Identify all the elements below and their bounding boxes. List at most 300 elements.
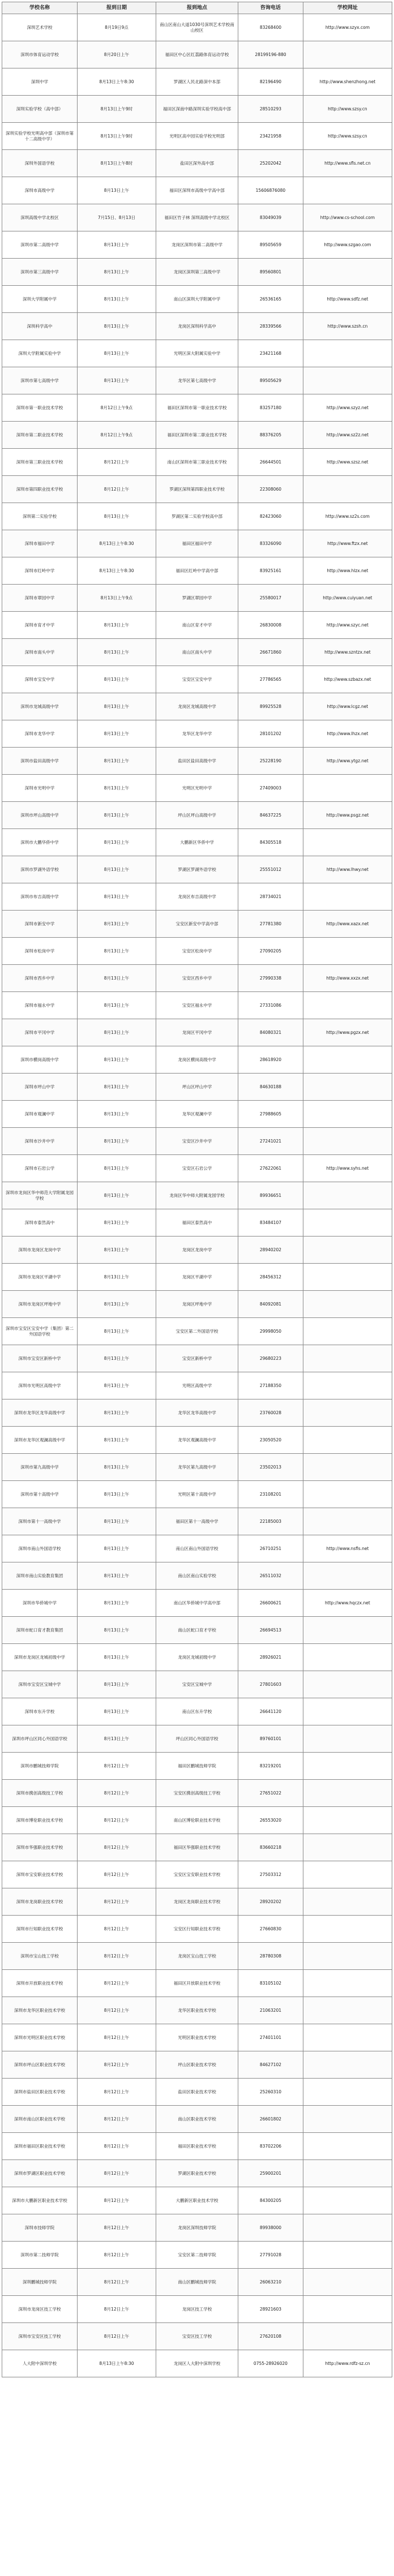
report-address-cell: 坪山区职业技术学校 — [156, 2051, 238, 2079]
phone-cell: 27331086 — [238, 992, 303, 1019]
table-row — [2, 1155, 392, 1182]
table-row — [2, 2242, 392, 2269]
school-name-cell: 深圳市福田中学 — [2, 530, 78, 557]
school-name-cell: 人大附中深圳学校 — [2, 2350, 78, 2377]
school-name-cell: 深圳市新安中学 — [2, 911, 78, 938]
report-date-cell: 8月12日上午 — [77, 2051, 156, 2079]
report-address-cell: 龙岗区平湖中学 — [156, 1264, 238, 1291]
report-date-cell: 8月19日9点 — [77, 14, 156, 41]
school-name-cell: 深圳市布吉高级中学 — [2, 883, 78, 911]
report-date-cell: 8月12日上午 — [77, 1916, 156, 1943]
report-date-cell: 8月13日上午9点 — [77, 585, 156, 612]
website-cell[interactable]: http://www.szyx.com — [303, 14, 392, 41]
website-cell — [303, 1562, 392, 1590]
website-cell — [303, 2160, 392, 2187]
report-date-cell: 8月12日上午9点 — [77, 394, 156, 422]
website-cell — [303, 1128, 392, 1155]
website-cell[interactable]: http://www.sdfz.net — [303, 286, 392, 313]
website-cell[interactable]: http://www.szyc.net — [303, 612, 392, 639]
table-row — [2, 2024, 392, 2051]
school-name-cell: 深圳市龙岗区平湖中学 — [2, 1264, 78, 1291]
report-address-cell: 宝安区西乡中学 — [156, 965, 238, 992]
school-name-cell: 深圳市技师学院 — [2, 2214, 78, 2242]
website-cell — [303, 340, 392, 367]
table-row — [2, 2133, 392, 2160]
table-row — [2, 1182, 392, 1209]
website-cell[interactable]: http://www.szsy.cn — [303, 123, 392, 150]
table-row — [2, 286, 392, 313]
report-address-cell: 福田区深圳市第一职业技术学校 — [156, 394, 238, 422]
website-cell[interactable]: http://www.syhs.net — [303, 1155, 392, 1182]
table-row — [2, 1237, 392, 1264]
table-row — [2, 2296, 392, 2323]
website-cell[interactable]: http://www.cuiyuan.net — [303, 585, 392, 612]
website-cell — [303, 2214, 392, 2242]
website-cell[interactable]: http://www.pgzx.net — [303, 1019, 392, 1046]
report-date-cell: 8月13日上午 — [77, 639, 156, 666]
phone-cell: 27620108 — [238, 2323, 303, 2350]
report-address-cell: 宝安区石岩公学 — [156, 1155, 238, 1182]
website-cell — [303, 2133, 392, 2160]
phone-cell: 83268400 — [238, 14, 303, 41]
phone-cell: 27988605 — [238, 1101, 303, 1128]
school-name-cell: 深圳市宝山技工学校 — [2, 1943, 78, 1970]
school-name-cell: 深圳市第二技师学院 — [2, 2242, 78, 2269]
website-cell — [303, 1617, 392, 1644]
phone-cell: 83326090 — [238, 530, 303, 557]
website-cell — [303, 1264, 392, 1291]
phone-cell: 83660218 — [238, 1834, 303, 1861]
table-row — [2, 775, 392, 802]
table-row — [2, 1074, 392, 1101]
table-row — [2, 2214, 392, 2242]
report-address-cell: 龙岗区龙岗中学 — [156, 1237, 238, 1264]
report-date-cell: 8月13日上午 — [77, 1101, 156, 1128]
report-date-cell: 8月13日上午 — [77, 231, 156, 259]
school-name-cell: 深圳市南山外国语学校 — [2, 1535, 78, 1562]
report-date-cell: 8月13日上午 — [77, 1128, 156, 1155]
website-cell — [303, 259, 392, 286]
website-cell — [303, 2187, 392, 2214]
phone-cell: 83257180 — [238, 394, 303, 422]
school-name-cell: 深圳市龙岗区龙城初级中学 — [2, 1644, 78, 1671]
phone-cell: 89925528 — [238, 693, 303, 720]
report-date-cell: 8月13日上午 — [77, 1481, 156, 1508]
table-row — [2, 123, 392, 150]
report-address-cell: 南山区育才中学 — [156, 612, 238, 639]
report-date-cell: 8月13日上午 — [77, 367, 156, 394]
website-cell[interactable]: http://www.szsy.cn — [303, 96, 392, 123]
table-row — [2, 2187, 392, 2214]
report-address-cell: 龙岗区技工学校 — [156, 2296, 238, 2323]
phone-cell: 28921603 — [238, 2296, 303, 2323]
school-name-cell: 深圳市龙岗区华中师范大学附属龙园学校 — [2, 1182, 78, 1209]
report-address-cell: 福田区竹子林 深圳高级中学北校区 — [156, 204, 238, 231]
report-address-cell: 坪山区坪山高级中学 — [156, 802, 238, 829]
report-address-cell: 光明区高中园实验学校光明部 — [156, 123, 238, 150]
website-cell — [303, 2051, 392, 2079]
website-cell[interactable]: http://www.lhwy.net — [303, 856, 392, 883]
report-address-cell: 福田区鹏城技师学院 — [156, 1753, 238, 1780]
phone-cell: 89560801 — [238, 259, 303, 286]
report-date-cell: 8月12日上午 — [77, 2323, 156, 2350]
website-cell — [303, 2079, 392, 2106]
phone-cell: 84630188 — [238, 1074, 303, 1101]
table-row — [2, 1291, 392, 1318]
report-address-cell: 宝安区福永中学 — [156, 992, 238, 1019]
table-row — [2, 1535, 392, 1562]
report-address-cell: 龙华区观澜高级中学 — [156, 1427, 238, 1454]
website-cell[interactable]: http://www.hlzx.net — [303, 557, 392, 585]
school-name-cell: 深圳市第一职业技术学校 — [2, 394, 78, 422]
report-date-cell: 8月13日上午 — [77, 1399, 156, 1427]
report-date-cell: 8月13日上午 — [77, 313, 156, 340]
report-address-cell: 罗湖区罗湖外语学校 — [156, 856, 238, 883]
table-row — [2, 639, 392, 666]
report-date-cell: 8月12日上午 — [77, 2296, 156, 2323]
report-address-cell: 宝安区新安中学高中部 — [156, 911, 238, 938]
phone-cell: 26710251 — [238, 1535, 303, 1562]
school-name-cell: 深圳市龙岗区坪地中学 — [2, 1291, 78, 1318]
school-name-cell: 深圳市博伦职业技术学校 — [2, 1807, 78, 1834]
phone-cell: 26671860 — [238, 639, 303, 666]
table-row — [2, 68, 392, 96]
header-date: 报到日期 — [77, 2, 156, 14]
phone-cell: 25900201 — [238, 2160, 303, 2187]
phone-cell: 25228190 — [238, 748, 303, 775]
website-cell — [303, 1780, 392, 1807]
table-row — [2, 2269, 392, 2296]
phone-cell: 28456312 — [238, 1264, 303, 1291]
table-row — [2, 1916, 392, 1943]
report-date-cell: 8月13日上午 — [77, 1209, 156, 1237]
table-row — [2, 965, 392, 992]
report-date-cell: 8月13日上午8:30 — [77, 68, 156, 96]
school-name-cell: 深圳市第三职业技术学校 — [2, 449, 78, 476]
phone-cell: 27660830 — [238, 1916, 303, 1943]
report-address-cell: 光明区高级中学 — [156, 1372, 238, 1399]
report-address-cell: 宝安区松岗中学 — [156, 938, 238, 965]
phone-cell: 27990338 — [238, 965, 303, 992]
report-address-cell: 龙岗区龙城高级中学 — [156, 693, 238, 720]
phone-cell: 27801603 — [238, 1671, 303, 1698]
website-cell[interactable]: http://www.szyz.net — [303, 394, 392, 422]
report-date-cell: 8月13日上午 — [77, 1318, 156, 1345]
report-date-cell: 8月12日上午 — [77, 2242, 156, 2269]
table-row — [2, 1264, 392, 1291]
table-row — [2, 1128, 392, 1155]
report-address-cell: 光明区深大附属实验中学 — [156, 340, 238, 367]
report-date-cell: 7月15日、8月13日 — [77, 204, 156, 231]
report-address-cell: 龙岗区深圳第三高级中学 — [156, 259, 238, 286]
report-address-cell: 宝安区行知职业技术学校 — [156, 1916, 238, 1943]
report-address-cell: 龙华区第七高级中学 — [156, 367, 238, 394]
report-date-cell: 8月13日上午 — [77, 1671, 156, 1698]
website-cell — [303, 1916, 392, 1943]
website-cell — [303, 1427, 392, 1454]
website-cell — [303, 1508, 392, 1535]
report-address-cell: 宝安区宝安中学 — [156, 666, 238, 693]
table-row — [2, 1834, 392, 1861]
phone-cell: 89936651 — [238, 1182, 303, 1209]
phone-cell: 84300205 — [238, 2187, 303, 2214]
phone-cell: 26511032 — [238, 1562, 303, 1590]
phone-cell: 27401101 — [238, 2024, 303, 2051]
school-name-cell: 深圳实验学校（高中部） — [2, 96, 78, 123]
school-name-cell: 深圳市坪山区同心外国语学校 — [2, 1725, 78, 1753]
website-cell[interactable]: http://www.szntzx.net — [303, 639, 392, 666]
table-row — [2, 992, 392, 1019]
report-address-cell: 大鹏新区华侨中学 — [156, 829, 238, 856]
report-date-cell: 8月13日上午 — [77, 829, 156, 856]
website-cell[interactable]: http://www.rdfz-sz.cn — [303, 2350, 392, 2377]
website-cell[interactable]: http://www.sz2s.com — [303, 503, 392, 530]
school-name-cell: 深圳市福永中学 — [2, 992, 78, 1019]
table-row — [2, 1101, 392, 1128]
website-cell[interactable]: http://www.ftzx.net — [303, 530, 392, 557]
school-name-cell: 深圳市南山区职业技术学校 — [2, 2106, 78, 2133]
report-address-cell: 罗湖区职业技术学校 — [156, 2160, 238, 2187]
school-name-cell: 深圳市横岗高级中学 — [2, 1046, 78, 1074]
report-address-cell: 福田区华强职业技术学校 — [156, 1834, 238, 1861]
website-cell — [303, 2269, 392, 2296]
website-cell[interactable]: http://www.xxzx.net — [303, 965, 392, 992]
table-row — [2, 367, 392, 394]
school-name-cell: 深圳市蛇口育才教育集团 — [2, 1617, 78, 1644]
report-date-cell: 8月12日上午 — [77, 449, 156, 476]
website-cell — [303, 1291, 392, 1318]
report-address-cell: 南山区南山实验学校 — [156, 1562, 238, 1590]
report-address-cell: 龙华区职业技术学校 — [156, 1997, 238, 2024]
table-row — [2, 14, 392, 41]
website-cell[interactable]: http://www.sfls.net.cn — [303, 150, 392, 177]
table-row — [2, 476, 392, 503]
table-row — [2, 1209, 392, 1237]
header-school: 学校名称 — [2, 2, 78, 14]
table-row — [2, 1562, 392, 1590]
report-date-cell: 8月13日上午 — [77, 938, 156, 965]
report-date-cell: 8月13日上午 — [77, 1617, 156, 1644]
phone-cell: 84092081 — [238, 1291, 303, 1318]
table-row — [2, 666, 392, 693]
table-row — [2, 1454, 392, 1481]
table-row — [2, 1671, 392, 1698]
report-date-cell: 8月13日上午 — [77, 720, 156, 748]
report-address-cell: 南山区鹏城技师学院 — [156, 2269, 238, 2296]
phone-cell: 82423060 — [238, 503, 303, 530]
table-row — [2, 1725, 392, 1753]
table-row — [2, 1753, 392, 1780]
report-address-cell: 南山区南山大道1030号深圳艺术学校南山校区 — [156, 14, 238, 41]
school-name-cell: 深圳市第二高级中学 — [2, 231, 78, 259]
table-row — [2, 1861, 392, 1888]
table-row — [2, 1780, 392, 1807]
report-address-cell: 大鹏新区职业技术学校 — [156, 2187, 238, 2214]
table-row — [2, 585, 392, 612]
report-address-cell: 福田区深南中路深圳实验学校高中部 — [156, 96, 238, 123]
report-date-cell: 8月12日上午 — [77, 1997, 156, 2024]
report-address-cell: 龙华区龙华高级中学 — [156, 1399, 238, 1427]
phone-cell: 28510293 — [238, 96, 303, 123]
table-row — [2, 150, 392, 177]
header-website: 学校网址 — [303, 2, 392, 14]
report-address-cell: 宝安区携创高级技工学校 — [156, 1780, 238, 1807]
table-row — [2, 422, 392, 449]
phone-cell: 83049039 — [238, 204, 303, 231]
website-cell — [303, 1725, 392, 1753]
table-row — [2, 2350, 392, 2377]
phone-cell: 23050520 — [238, 1427, 303, 1454]
school-name-cell: 深圳高级中学北校区 — [2, 204, 78, 231]
school-name-cell: 深圳市罗湖区职业技术学校 — [2, 2160, 78, 2187]
phone-cell: 29998050 — [238, 1318, 303, 1345]
school-name-cell: 深圳市光明区高级中学 — [2, 1372, 78, 1399]
table-row — [2, 340, 392, 367]
report-date-cell: 8月13日上午 — [77, 1019, 156, 1046]
phone-cell: 25260310 — [238, 2079, 303, 2106]
report-date-cell: 8月13日上午 — [77, 1237, 156, 1264]
school-name-cell: 深圳中学 — [2, 68, 78, 96]
website-cell[interactable]: http://www.lhzx.net — [303, 720, 392, 748]
website-cell[interactable]: http://www.nsfls.net — [303, 1535, 392, 1562]
phone-cell: 84637225 — [238, 802, 303, 829]
school-name-cell: 深圳市第七高级中学 — [2, 367, 78, 394]
report-address-cell: 罗湖区深圳第四职业技术学校 — [156, 476, 238, 503]
phone-cell: 27786565 — [238, 666, 303, 693]
website-cell[interactable]: http://www.szsh.cn — [303, 313, 392, 340]
school-name-cell: 深圳市宝安区新桥中学 — [2, 1345, 78, 1372]
report-address-cell: 盐田区职业技术学校 — [156, 2079, 238, 2106]
report-date-cell: 8月12日上午 — [77, 1807, 156, 1834]
website-cell[interactable]: http://www.hqczx.net — [303, 1590, 392, 1617]
report-date-cell: 8月12日上午 — [77, 1943, 156, 1970]
report-address-cell: 罗湖区翠园中学 — [156, 585, 238, 612]
table-row — [2, 911, 392, 938]
school-name-cell: 深圳市龙华区职业技术学校 — [2, 1997, 78, 2024]
report-date-cell: 8月12日上午 — [77, 2214, 156, 2242]
phone-cell: 89938000 — [238, 2214, 303, 2242]
report-date-cell: 8月13日上午 — [77, 1535, 156, 1562]
table-row — [2, 1508, 392, 1535]
report-date-cell: 8月13日上午 — [77, 693, 156, 720]
website-cell[interactable]: http://www.xazx.net — [303, 911, 392, 938]
report-address-cell: 南山区南山外国语学校 — [156, 1535, 238, 1562]
table-row — [2, 1399, 392, 1427]
phone-cell: 26063210 — [238, 2269, 303, 2296]
table-row — [2, 612, 392, 639]
school-name-cell: 深圳市松岗中学 — [2, 938, 78, 965]
report-date-cell: 8月12日上午 — [77, 1753, 156, 1780]
school-name-cell: 深圳市光明区职业技术学校 — [2, 2024, 78, 2051]
report-address-cell: 龙岗区平冈中学 — [156, 1019, 238, 1046]
report-date-cell: 8月13日上午 — [77, 1644, 156, 1671]
report-address-cell: 光明区光明中学 — [156, 775, 238, 802]
report-date-cell: 8月12日上午 — [77, 1780, 156, 1807]
phone-cell: 25202042 — [238, 150, 303, 177]
report-date-cell: 8月12日上午 — [77, 2269, 156, 2296]
report-address-cell: 龙华区观澜中学 — [156, 1101, 238, 1128]
phone-cell: 25580017 — [238, 585, 303, 612]
school-name-cell: 深圳市第十高级中学 — [2, 1481, 78, 1508]
table-row — [2, 2160, 392, 2187]
phone-cell: 27090205 — [238, 938, 303, 965]
website-cell[interactable]: http://www.psgz.net — [303, 802, 392, 829]
report-address-cell: 盐田区深外高中部 — [156, 150, 238, 177]
report-date-cell: 8月13日上午 — [77, 666, 156, 693]
school-name-cell: 深圳市华强职业技术学校 — [2, 1834, 78, 1861]
school-name-cell: 深圳市行知职业技术学校 — [2, 1916, 78, 1943]
table-row — [2, 557, 392, 585]
report-address-cell: 福田区开放职业技术学校 — [156, 1970, 238, 1997]
phone-cell: 89505659 — [238, 231, 303, 259]
header-phone: 咨询电话 — [238, 2, 303, 14]
table-row — [2, 2079, 392, 2106]
phone-cell: 0755-28926020 — [238, 2350, 303, 2377]
report-date-cell: 8月13日上午 — [77, 856, 156, 883]
report-date-cell: 8月13日上午 — [77, 1046, 156, 1074]
website-cell — [303, 883, 392, 911]
website-cell[interactable]: http://www.lcgz.net — [303, 693, 392, 720]
website-cell[interactable]: http://www.szsz.net — [303, 449, 392, 476]
phone-cell: 89760101 — [238, 1725, 303, 1753]
report-date-cell: 8月13日上午 — [77, 1725, 156, 1753]
report-date-cell: 8月13日上午8:30 — [77, 530, 156, 557]
report-date-cell: 8月12日上午 — [77, 2187, 156, 2214]
phone-cell: 29680223 — [238, 1345, 303, 1372]
report-date-cell: 8月13日上午 — [77, 1155, 156, 1182]
report-date-cell: 8月12日上午 — [77, 2133, 156, 2160]
website-cell — [303, 1454, 392, 1481]
report-address-cell: 坪山区同心外国语学校 — [156, 1725, 238, 1753]
website-cell — [303, 775, 392, 802]
phone-cell: 22308060 — [238, 476, 303, 503]
report-address-cell: 龙华区第九高级中学 — [156, 1454, 238, 1481]
website-cell[interactable]: http://www.sz2z.net — [303, 422, 392, 449]
report-address-cell: 南山区华侨城中学高中部 — [156, 1590, 238, 1617]
table-row — [2, 1318, 392, 1345]
phone-cell: 84627102 — [238, 2051, 303, 2079]
report-date-cell: 8月13日上午 — [77, 1454, 156, 1481]
phone-cell: 28734021 — [238, 883, 303, 911]
website-cell — [303, 476, 392, 503]
report-date-cell: 8月13日上午 — [77, 1372, 156, 1399]
report-address-cell: 福田区福田中学 — [156, 530, 238, 557]
report-date-cell: 8月13日上午 — [77, 286, 156, 313]
report-date-cell: 8月12日上午 — [77, 2024, 156, 2051]
website-cell[interactable]: http://www.shenzhong.net — [303, 68, 392, 96]
website-cell — [303, 1698, 392, 1725]
report-date-cell: 8月12日上午 — [77, 2106, 156, 2133]
phone-cell: 27409003 — [238, 775, 303, 802]
table-row — [2, 1481, 392, 1508]
website-cell — [303, 1807, 392, 1834]
table-row — [2, 177, 392, 204]
table-row — [2, 829, 392, 856]
school-name-cell: 深圳大学附属中学 — [2, 286, 78, 313]
website-cell[interactable]: http://www.ytgz.net — [303, 748, 392, 775]
website-cell — [303, 41, 392, 68]
phone-cell: 28920202 — [238, 1888, 303, 1916]
report-date-cell: 8月13日上午 — [77, 748, 156, 775]
school-name-cell: 深圳市育才中学 — [2, 612, 78, 639]
school-name-cell: 深圳市龙华中学 — [2, 720, 78, 748]
phone-cell: 27651022 — [238, 1780, 303, 1807]
website-cell[interactable]: http://www.cs-school.com — [303, 204, 392, 231]
website-cell[interactable]: http://www.szbazx.net — [303, 666, 392, 693]
website-cell[interactable]: http://www.szgao.com — [303, 231, 392, 259]
report-date-cell: 8月13日上午 — [77, 911, 156, 938]
table-row — [2, 2051, 392, 2079]
